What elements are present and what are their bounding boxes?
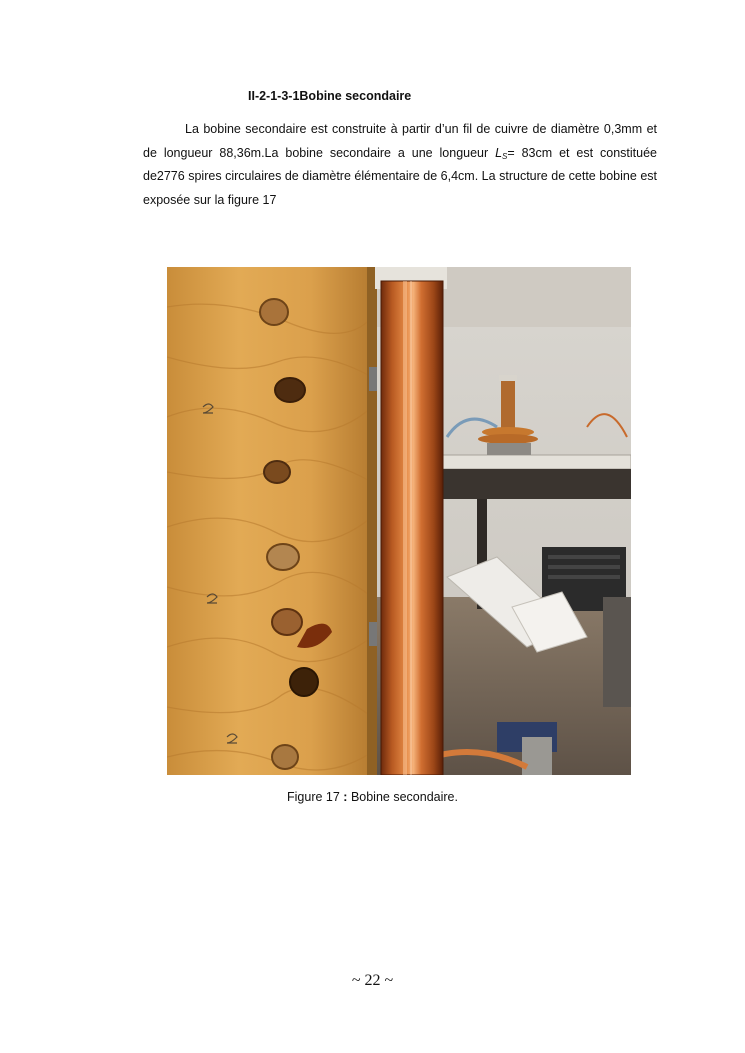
figure-caption-text: Bobine secondaire. bbox=[350, 790, 458, 804]
length-symbol-subscript: S bbox=[502, 151, 508, 161]
page-number: ~ 22 ~ bbox=[351, 972, 394, 989]
paragraph-text-part2: = 83cm et est constituée de2776 spires circulaires de diamètre élémentaire de 6,4cm. La structure de cette bobine est exposée sur la figure 17 bbox=[143, 145, 657, 207]
length-symbol bbox=[495, 146, 507, 160]
wooden-board bbox=[167, 267, 372, 775]
section-heading: II-2-1-3-1Bobine secondaire bbox=[248, 89, 412, 103]
length-symbol-letter: L bbox=[495, 145, 503, 160]
figure-caption bbox=[0, 790, 745, 804]
figure-label: Figure 17 bbox=[287, 790, 340, 804]
workbench bbox=[437, 455, 631, 469]
body-paragraph bbox=[143, 118, 657, 212]
caption-separator: : bbox=[339, 790, 351, 804]
hinge bbox=[369, 367, 377, 391]
coil-photo-svg bbox=[167, 267, 631, 775]
paragraph-text-part1: La bobine secondaire est construite à partir d’un fil de cuivre de diamètre 0,3mm et de longueur 88,36m.La bobine secondaire a une longueur bbox=[143, 122, 657, 160]
figure-photo-secondary-coil bbox=[167, 267, 631, 775]
